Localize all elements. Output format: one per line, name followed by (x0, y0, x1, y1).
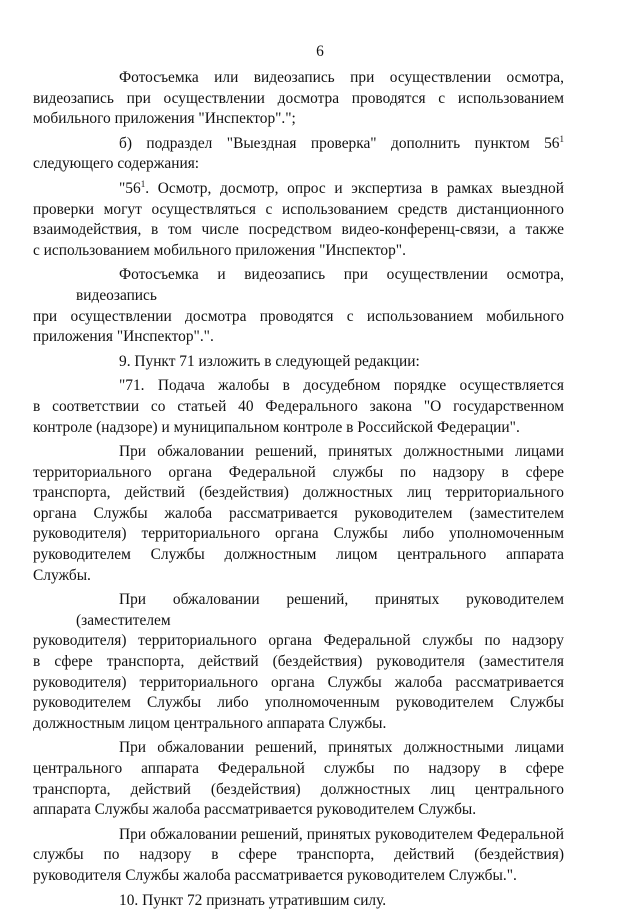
text-line: "71. Подача жалобы в досудебном порядке осуществляется (119, 377, 564, 395)
text-line: Фотосъемка или видеозапись при осуществлении осмотра, (119, 69, 564, 86)
text-line: в соответствии со статьей 40 Федерального закона "О государственном (33, 397, 564, 415)
text-line: при осуществлении досмотра проводятся с использованием мобильного (33, 307, 564, 325)
paragraph-subsection-b (33, 133, 564, 175)
paragraph-appeal-territorial-officials (33, 442, 564, 586)
paragraph-photo-inspection (33, 68, 564, 130)
page-number: 6 (316, 43, 324, 60)
item-number: "56 (119, 179, 141, 197)
superscript-1: 1 (559, 133, 564, 144)
text-line: Службы. (33, 566, 91, 584)
text-line: видеозапись при осуществлении досмотра проводятся с использованием (33, 89, 564, 107)
text-line: При обжаловании решений, принятых руководителем Федеральной (119, 825, 564, 843)
text-line: контроле (надзоре) и муниципальном контроле в Российской Федерации". (33, 418, 520, 436)
paragraph-item-9 (76, 352, 564, 373)
paragraph-item-71 (33, 376, 564, 438)
paragraph-appeal-territorial-head (33, 590, 564, 734)
text-line: центрального аппарата Федеральной службы по надзору в сфере (33, 760, 564, 777)
text-line-rest: . Осмотр, досмотр, опрос и экспертиза в рамках выездной (145, 179, 564, 197)
paragraph-appeal-central-officials (33, 738, 564, 820)
text-line: транспорта, действий (бездействия) должностных лиц территориального (33, 484, 564, 502)
text-line: При обжаловании решений, принятых должностными лицами (119, 443, 564, 461)
superscript-1: 1 (140, 178, 146, 189)
document-body (33, 68, 564, 915)
text-line: руководителя) территориального органа Службы жалоба рассматривается (33, 673, 564, 691)
text-line: с использованием мобильного приложения "Инспектор". (33, 241, 406, 259)
text-line: Фотосъемка и видеозапись при осуществлении осмотра, видеозапись (76, 266, 564, 304)
text-line: должностным лицом центрального аппарата Службы. (33, 714, 387, 732)
text-line (76, 134, 564, 155)
text-line: руководителем Службы либо уполномоченным руководителем Службы (33, 694, 564, 712)
text-line: руководителя) территориального органа Службы либо уполномоченным (33, 525, 564, 543)
text-line: При обжаловании решений, принятых должностными лицами (119, 739, 564, 757)
text-line: аппарата Службы жалоба рассматривается руководителем Службы. (33, 801, 477, 819)
paragraph-appeal-service-head (33, 825, 564, 887)
text-line: транспорта, действий (бездействия) должностных лиц центрального (33, 780, 564, 798)
text-line: руководителем Службы должностным лицом центрального аппарата (33, 546, 564, 564)
paragraph-photo-video (33, 265, 564, 347)
text-line: взаимодействия, в том числе посредством видео-конференц-связи, а также (33, 221, 564, 239)
text-line: приложения "Инспектор".". (33, 328, 214, 346)
text-line: территориального органа Федеральной службы по надзору в сфере (33, 463, 564, 481)
text-line: При обжаловании решений, принятых руководителем (заместителем (76, 591, 564, 629)
text-line: в сфере транспорта, действий (бездействия) руководителя (заместителя (33, 653, 564, 671)
text-line: 9. Пункт 71 изложить в следующей редакции: (119, 352, 420, 370)
text-line: мобильного приложения "Инспектор"."; (33, 110, 296, 128)
paragraph-item-10 (76, 891, 564, 912)
text-line: руководителя) территориального органа Федеральной службы по надзору (33, 632, 564, 650)
text-line: органа Службы жалоба рассматривается руководителем (заместителем (33, 504, 564, 522)
text-line (76, 179, 564, 200)
text-line: проверки могут осуществляться с использованием средств дистанционного (33, 200, 564, 218)
text-line: руководителя Службы жалоба рассматривается руководителем Службы.". (33, 866, 517, 884)
text-line: следующего содержания: (33, 155, 200, 173)
text-line-main: б) подраздел "Выездная проверка" дополнить пунктом 56 (119, 134, 560, 152)
text-line: службы по надзору в сфере транспорта, действий (бездействия) (33, 846, 564, 864)
text-line: 10. Пункт 72 признать утратившим силу. (119, 891, 387, 909)
paragraph-item-56-1 (33, 178, 564, 261)
